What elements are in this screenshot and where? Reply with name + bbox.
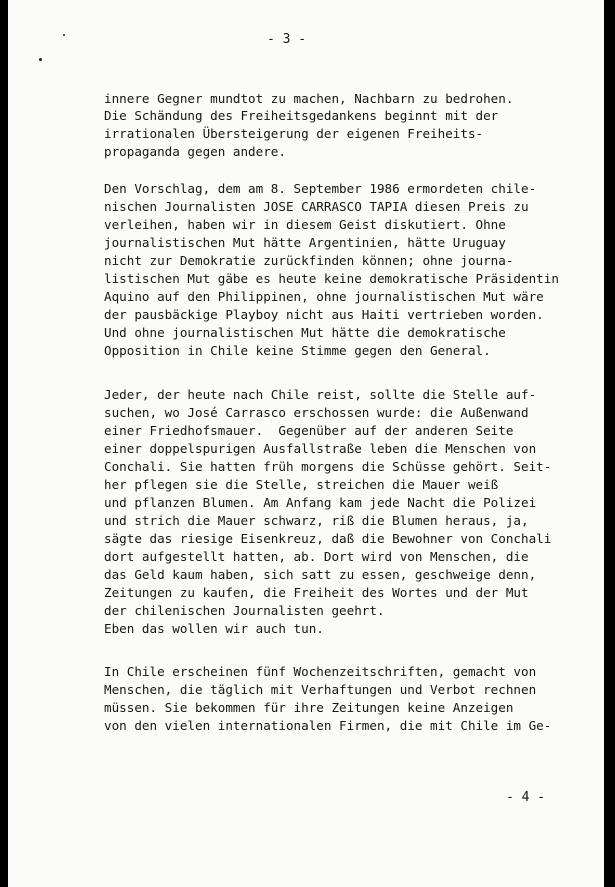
text-line: Und ohne journalistischen Mut hätte die demokratische [104, 325, 506, 340]
text-line: innere Gegner mundtot zu machen, Nachbarn zu bedrohen. [104, 91, 514, 106]
text-line: In Chile erscheinen fünf Wochenzeitschriften, gemacht von [104, 664, 537, 679]
text-line: verleihen, haben wir in diesem Geist diskutiert. Ohne [104, 217, 506, 232]
text-line: her pflegen sie die Stelle, streichen die Mauer weiß [104, 477, 499, 492]
text-line: Zeitungen zu kaufen, die Freiheit des Wortes und der Mut [104, 585, 529, 600]
text-line: irrationalen Übersteigerung der eigenen Freiheits- [104, 126, 484, 141]
scan-speck [63, 34, 65, 36]
text-line: einer doppelspurigen Ausfallstraße leben die Menschen von [104, 441, 537, 456]
text-line: Menschen, die täglich mit Verhaftungen und Verbot rechnen [104, 682, 537, 697]
text-line: von den vielen internationalen Firmen, die mit Chile im Ge- [104, 718, 552, 733]
text-line: suchen, wo José Carrasco erschossen wurde: die Außenwand [104, 405, 529, 420]
text-line: listischen Mut gäbe es heute keine demokratische Präsidentin [104, 271, 559, 286]
text-line: müssen. Sie bekommen für ihre Zeitungen keine Anzeigen [104, 700, 514, 715]
next-page-number: - 4 - [506, 790, 546, 805]
text-line: Eben das wollen wir auch tun. [104, 621, 324, 636]
text-line: dort aufgestellt hatten, ab. Dort wird von Menschen, die [104, 549, 529, 564]
text-line: Aquino auf den Philippinen, ohne journalistischen Mut wäre [104, 289, 544, 304]
text-line: das Geld kaum haben, sich satt zu essen, geschweige denn, [104, 567, 537, 582]
text-line: propaganda gegen andere. [104, 144, 286, 159]
text-line: Jeder, der heute nach Chile reist, sollte die Stelle auf- [104, 387, 537, 402]
text-line: nicht zur Demokratie zurückfinden können; ohne journa- [104, 253, 514, 268]
page-number: - 3 - [267, 32, 307, 47]
text-line: Die Schändung des Freiheitsgedankens beginnt mit der [104, 108, 499, 123]
text-line: Den Vorschlag, dem am 8. September 1986 ermordeten chile- [104, 181, 537, 196]
document-page [8, 0, 604, 887]
text-line: der chilenischen Journalisten geehrt. [104, 603, 385, 618]
text-line: nischen Journalisten JOSE CARRASCO TAPIA diesen Preis zu [104, 199, 529, 214]
text-line: und strich die Mauer schwarz, riß die Blumen heraus, ja, [104, 513, 529, 528]
text-line: Conchali. Sie hatten früh morgens die Schüsse gehört. Seit- [104, 459, 552, 474]
text-line: journalistischen Mut hätte Argentinien, hätte Uruguay [104, 235, 506, 250]
scan-speck [39, 58, 42, 61]
text-line: und pflanzen Blumen. Am Anfang kam jede Nacht die Polizei [104, 495, 537, 510]
text-line: der pausbäckige Playboy nicht aus Haiti vertrieben worden. [104, 307, 544, 322]
text-line: Opposition in Chile keine Stimme gegen den General. [104, 343, 491, 358]
text-line: sägte das riesige Eisenkreuz, daß die Bewohner von Conchali [104, 531, 552, 546]
text-line: einer Friedhofsmauer. Gegenüber auf der anderen Seite [104, 423, 514, 438]
